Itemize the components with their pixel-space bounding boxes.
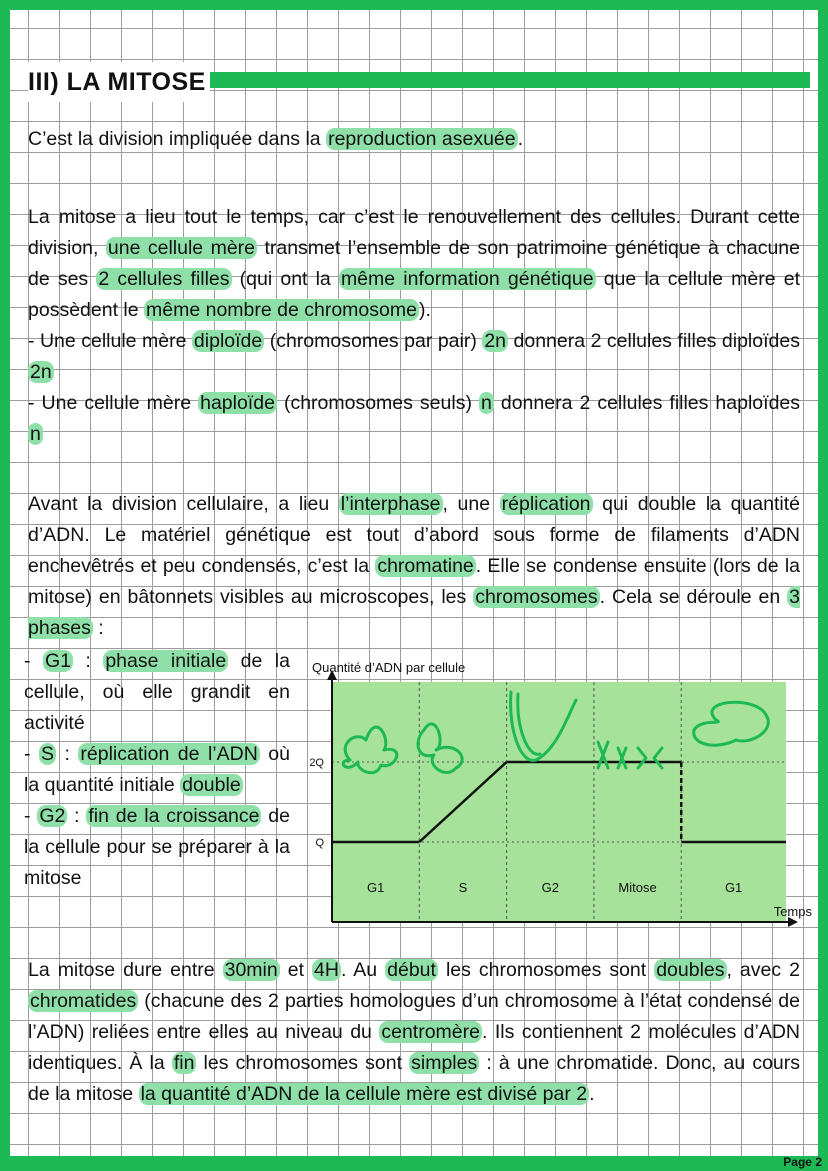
text: et [279, 959, 312, 981]
highlight: phase initiale [105, 650, 227, 672]
phase-list [24, 646, 290, 894]
text: les chromosomes sont [196, 1052, 410, 1074]
mitosis-duration-paragraph [28, 955, 800, 1110]
y-tick-label: 2Q [309, 757, 324, 769]
phase-g2-item [24, 801, 290, 894]
highlight: n [480, 392, 492, 414]
phase-label: S [458, 880, 468, 895]
text: (chromosomes par pair) [264, 330, 483, 352]
highlight: chromatine [377, 555, 474, 577]
highlight: simples [411, 1052, 478, 1074]
text: que la cellule mère et possèdent le [28, 268, 800, 321]
text: . [589, 1083, 595, 1105]
highlight: double [182, 774, 241, 796]
dna-quantity-chart [296, 650, 812, 950]
highlight: 4H [314, 959, 339, 981]
section-header [28, 62, 810, 102]
highlight: réplication de l’ADN [80, 743, 258, 765]
highlight: chromosomes [475, 586, 598, 608]
text: C’est la division impliquée dans la [28, 128, 327, 150]
text: . Elle se condense ensuite (lors de la mitose) en bâtonnets visibles au microscopes, les [28, 555, 801, 608]
text: - Une cellule mère [28, 330, 192, 352]
highlight: diploïde [193, 330, 263, 352]
text: - [24, 743, 39, 765]
section-title: III) LA MITOSE [28, 62, 210, 102]
chart-svg [296, 650, 812, 950]
highlight: début [387, 959, 436, 981]
text: . Ils contiennent 2 molécules d’ADN identiques. À la [28, 1021, 800, 1074]
text: - Une cellule mère [28, 392, 199, 414]
text: : [72, 650, 104, 672]
highlight: centromère [381, 1021, 480, 1043]
page-number: Page 2 [783, 1155, 822, 1169]
text: : à une chromatide. Donc, au cours de la mitose [28, 1052, 801, 1105]
highlight: réplication [501, 493, 591, 515]
highlight: même nombre de chromosome [146, 299, 417, 321]
highlight: doubles [656, 959, 725, 981]
text: donnera 2 cellules filles diploïdes [508, 330, 800, 352]
text: (qui ont la [231, 268, 339, 290]
text: : [92, 617, 104, 639]
highlight: même information génétique [340, 268, 594, 290]
phase-g1-item [24, 646, 290, 739]
text: (chacune des 2 parties homologues d’un chromosome à l’état condensé de l’ADN) reliées entre elles au niveau du [28, 990, 800, 1043]
highlight: haploïde [200, 392, 275, 414]
text: ). [418, 299, 431, 321]
note-page [10, 10, 818, 1156]
text: - [24, 650, 43, 672]
phase-label: G1 [366, 880, 385, 895]
highlight: reproduction asexuée [328, 128, 516, 150]
highlight: n [30, 423, 41, 445]
interphase-paragraph [28, 489, 800, 644]
text: qui double la quantité d’ADN. Le matériel génétique est tout d’abord sous forme de filaments d’ADN enchevêtrés et peu condensés, c’est la [28, 493, 801, 577]
highlight: 2 cellules filles [98, 268, 230, 290]
text: , avec 2 [726, 959, 800, 981]
text: de la cellule, où elle grandit en activité [24, 650, 290, 734]
title-underline-bar [198, 72, 810, 88]
highlight: la quantité d’ADN de la cellule mère est divisé par 2 [140, 1083, 588, 1105]
text: où la quantité initiale [24, 743, 290, 796]
highlight: l’interphase [340, 493, 441, 515]
text: transmet l’ensemble de son patrimoine génétique à chacune de ses [28, 237, 800, 290]
highlight: fin [173, 1052, 195, 1074]
highlight: chromatides [30, 990, 137, 1012]
text: La mitose dure entre [28, 959, 223, 981]
highlight: 2n [484, 330, 507, 352]
text: les chromosomes sont [437, 959, 655, 981]
text: : [67, 805, 87, 827]
highlight: fin de la croissance [88, 805, 260, 827]
y-axis-label: Quantité d’ADN par cellule [312, 660, 466, 675]
mitosis-definition-paragraph [28, 202, 800, 450]
text: - [24, 805, 38, 827]
y-tick-label: Q [315, 837, 324, 849]
highlight: 2n [30, 361, 52, 383]
phase-label: G2 [541, 880, 559, 895]
x-axis-label: Temps [773, 904, 812, 919]
text: de la cellule pour se préparer à la mitose [24, 805, 290, 889]
text: (chromosomes seuls) [276, 392, 479, 414]
text: , une [442, 493, 500, 515]
highlight: 30min [224, 959, 278, 981]
intro-paragraph [28, 124, 800, 155]
text: Avant la division cellulaire, a lieu [28, 493, 339, 515]
text: : [56, 743, 79, 765]
phase-label: G1 [724, 880, 743, 895]
text: La mitose a lieu tout le temps, car c’est le renouvellement des cellules. Durant cette division, [28, 206, 800, 259]
highlight: G2 [39, 805, 66, 827]
text: . Cela se déroule en [599, 586, 788, 608]
highlight: 3 phases [28, 586, 801, 639]
phase-label: Mitose [618, 880, 657, 895]
text: donnera 2 cellules filles haploïdes [493, 392, 801, 414]
highlight: une cellule mère [107, 237, 256, 259]
highlight: G1 [44, 650, 71, 672]
text: . Au [340, 959, 386, 981]
text: . [517, 128, 524, 150]
plot-area [332, 682, 786, 922]
phase-s-item [24, 739, 290, 801]
highlight: S [40, 743, 54, 765]
